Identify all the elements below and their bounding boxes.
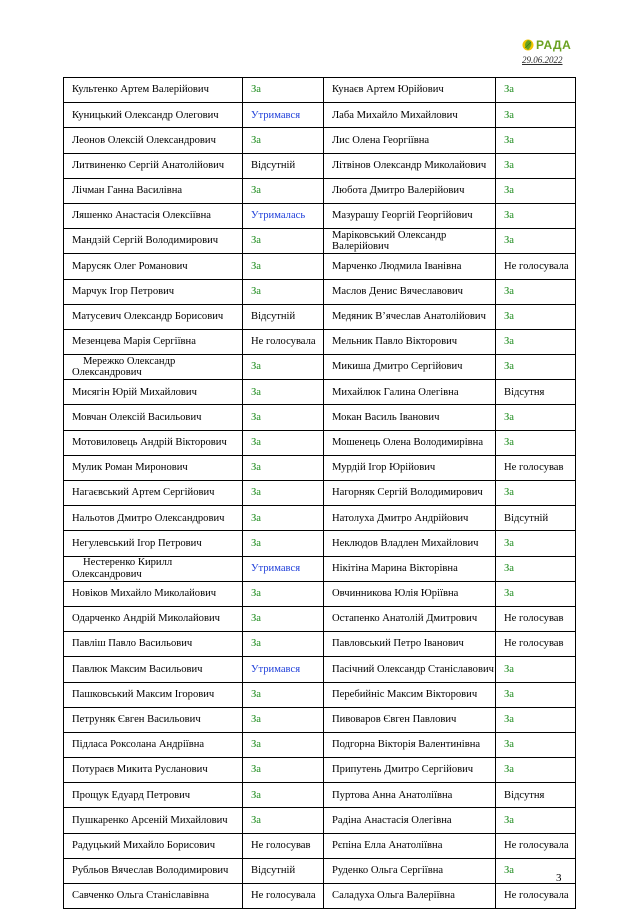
deputy-name-right: Пасічний Олександр Станіславович: [324, 657, 496, 682]
table-row: [64, 758, 576, 783]
table-row: [64, 78, 576, 103]
table-row: [64, 506, 576, 531]
vote-result-right: За: [496, 808, 576, 833]
vote-result-left: За: [243, 405, 324, 430]
table-row: [64, 732, 576, 757]
deputy-name-right: Мазурашу Георгій Георгійович: [324, 203, 496, 228]
table-row: [64, 254, 576, 279]
deputy-name-left: Радуцький Михайло Борисович: [64, 833, 243, 858]
vote-result-right: За: [496, 229, 576, 254]
vote-result-left: За: [243, 632, 324, 657]
vote-result-right: За: [496, 858, 576, 883]
vote-result-right: За: [496, 581, 576, 606]
vote-result-left: За: [243, 355, 324, 380]
deputy-name-right: Руденко Ольга Сергіївна: [324, 858, 496, 883]
deputy-name-left: Одарченко Андрій Миколайович: [64, 606, 243, 631]
vote-result-right: За: [496, 279, 576, 304]
deputy-name-left: Марусяк Олег Романович: [64, 254, 243, 279]
vote-result-left: За: [243, 606, 324, 631]
vote-result-right: За: [496, 128, 576, 153]
vote-result-left: Не голосував: [243, 833, 324, 858]
deputy-name-right: Нагорняк Сергій Володимирович: [324, 481, 496, 506]
deputy-name-left: Негулевський Ігор Петрович: [64, 531, 243, 556]
table-row: [64, 833, 576, 858]
vote-result-left: Утримався: [243, 556, 324, 581]
deputy-name-left: Лічман Ганна Василівна: [64, 178, 243, 203]
deputy-name-left: Мовчан Олексій Васильович: [64, 405, 243, 430]
deputy-name-right: Натолуха Дмитро Андрійович: [324, 506, 496, 531]
vote-result-right: За: [496, 103, 576, 128]
table-row: [64, 103, 576, 128]
vote-result-right: Не голосував: [496, 606, 576, 631]
vote-result-right: Не голосував: [496, 455, 576, 480]
vote-result-left: Не голосувала: [243, 884, 324, 909]
vote-result-left: За: [243, 506, 324, 531]
document-date: 29.06.2022: [522, 55, 563, 65]
deputy-name-left: Матусевич Олександр Борисович: [64, 304, 243, 329]
deputy-name-right: Остапенко Анатолій Дмитрович: [324, 606, 496, 631]
vote-result-right: Відсутня: [496, 783, 576, 808]
table-row: [64, 304, 576, 329]
deputy-name-right: Михайлюк Галина Олегівна: [324, 380, 496, 405]
vote-result-right: За: [496, 556, 576, 581]
vote-result-right: За: [496, 657, 576, 682]
table-row: [64, 455, 576, 480]
deputy-name-left: Культенко Артем Валерійович: [64, 78, 243, 103]
deputy-name-left: Потураєв Микита Русланович: [64, 758, 243, 783]
vote-result-right: Не голосувала: [496, 833, 576, 858]
vote-result-right: За: [496, 329, 576, 354]
table-row: [64, 581, 576, 606]
vote-result-left: За: [243, 78, 324, 103]
table-row: [64, 808, 576, 833]
deputy-name-right: Медяник В’ячеслав Анатолійович: [324, 304, 496, 329]
table-row: [64, 380, 576, 405]
vote-result-right: За: [496, 203, 576, 228]
votes-table: [63, 77, 576, 909]
table-row: [64, 178, 576, 203]
deputy-name-right: Мошенець Олена Володимирівна: [324, 430, 496, 455]
deputy-name-right: Мурдій Ігор Юрійович: [324, 455, 496, 480]
deputy-name-right: Павловський Петро Іванович: [324, 632, 496, 657]
deputy-name-left: Мандзій Сергій Володимирович: [64, 229, 243, 254]
page-number: 3: [556, 872, 562, 884]
deputy-name-right: Подгорна Вікторія Валентинівна: [324, 732, 496, 757]
vote-result-left: За: [243, 682, 324, 707]
deputy-name-left: Куницький Олександр Олегович: [64, 103, 243, 128]
deputy-name-left: Мережко Олександр Олександрович: [64, 355, 243, 380]
table-row: [64, 531, 576, 556]
vote-result-right: За: [496, 758, 576, 783]
logo-text: РАДА: [536, 38, 572, 52]
deputy-name-left: Рубльов Вячеслав Володимирович: [64, 858, 243, 883]
vote-result-left: За: [243, 581, 324, 606]
table-row: [64, 682, 576, 707]
table-row: [64, 405, 576, 430]
vote-result-right: За: [496, 531, 576, 556]
vote-result-left: Відсутній: [243, 858, 324, 883]
vote-result-left: За: [243, 758, 324, 783]
deputy-name-left: Марчук Ігор Петрович: [64, 279, 243, 304]
deputy-name-left: Прощук Едуард Петрович: [64, 783, 243, 808]
vote-result-right: За: [496, 707, 576, 732]
table-row: [64, 783, 576, 808]
vote-result-left: Відсутній: [243, 304, 324, 329]
table-row: [64, 153, 576, 178]
table-row: [64, 884, 576, 909]
table-row: [64, 657, 576, 682]
vote-result-left: Утримався: [243, 657, 324, 682]
vote-result-left: За: [243, 430, 324, 455]
deputy-name-left: Пушкаренко Арсеній Михайлович: [64, 808, 243, 833]
table-row: [64, 355, 576, 380]
vote-result-left: За: [243, 783, 324, 808]
vote-result-left: За: [243, 279, 324, 304]
deputy-name-right: Маріковський Олександр Валерійович: [324, 229, 496, 254]
table-row: [64, 606, 576, 631]
table-row: [64, 203, 576, 228]
deputy-name-right: Припутень Дмитро Сергійович: [324, 758, 496, 783]
deputy-name-left: Мисягін Юрій Михайлович: [64, 380, 243, 405]
vote-result-right: За: [496, 682, 576, 707]
vote-result-right: За: [496, 732, 576, 757]
table-row: [64, 556, 576, 581]
vote-result-right: Відсутня: [496, 380, 576, 405]
deputy-name-right: Пивоваров Євген Павлович: [324, 707, 496, 732]
vote-result-left: За: [243, 229, 324, 254]
deputy-name-left: Пашковський Максим Ігорович: [64, 682, 243, 707]
deputy-name-left: Леонов Олексій Олександрович: [64, 128, 243, 153]
deputy-name-left: Мулик Роман Миронович: [64, 455, 243, 480]
vote-result-left: За: [243, 455, 324, 480]
deputy-name-right: Нікітіна Марина Вікторівна: [324, 556, 496, 581]
deputy-name-left: Підласа Роксолана Андріївна: [64, 732, 243, 757]
table-row: [64, 279, 576, 304]
vote-result-left: За: [243, 707, 324, 732]
deputy-name-left: Нагаєвський Артем Сергійович: [64, 481, 243, 506]
vote-result-right: За: [496, 481, 576, 506]
vote-result-right: За: [496, 304, 576, 329]
deputy-name-right: Мельник Павло Вікторович: [324, 329, 496, 354]
deputy-name-left: Петруняк Євген Васильович: [64, 707, 243, 732]
vote-result-left: За: [243, 380, 324, 405]
deputy-name-right: Радіна Анастасія Олегівна: [324, 808, 496, 833]
vote-result-right: За: [496, 405, 576, 430]
deputy-name-left: Литвиненко Сергій Анатолійович: [64, 153, 243, 178]
deputy-name-right: Кунаєв Артем Юрійович: [324, 78, 496, 103]
vote-result-right: За: [496, 78, 576, 103]
deputy-name-left: Павліш Павло Васильович: [64, 632, 243, 657]
rada-leaf-icon: [522, 39, 534, 51]
table-row: [64, 229, 576, 254]
deputy-name-left: Ляшенко Анастасія Олексіївна: [64, 203, 243, 228]
deputy-name-right: Перебийніс Максим Вікторович: [324, 682, 496, 707]
vote-result-left: Не голосувала: [243, 329, 324, 354]
deputy-name-right: Лис Олена Георгіївна: [324, 128, 496, 153]
vote-result-left: За: [243, 481, 324, 506]
vote-result-right: За: [496, 153, 576, 178]
deputy-name-right: Овчинникова Юлія Юріївна: [324, 581, 496, 606]
table-row: [64, 858, 576, 883]
rada-logo: [522, 38, 571, 52]
table-row: [64, 707, 576, 732]
vote-result-right: За: [496, 355, 576, 380]
vote-result-right: За: [496, 430, 576, 455]
vote-result-right: За: [496, 178, 576, 203]
vote-result-left: За: [243, 254, 324, 279]
vote-result-left: За: [243, 531, 324, 556]
vote-result-left: Відсутній: [243, 153, 324, 178]
table-row: [64, 128, 576, 153]
deputy-name-left: Нальотов Дмитро Олександрович: [64, 506, 243, 531]
deputy-name-left: Новіков Михайло Миколайович: [64, 581, 243, 606]
deputy-name-left: Мотовиловець Андрій Вікторович: [64, 430, 243, 455]
table-row: [64, 632, 576, 657]
vote-result-left: За: [243, 128, 324, 153]
table-row: [64, 329, 576, 354]
table-row: [64, 430, 576, 455]
vote-result-right: Не голосувала: [496, 254, 576, 279]
deputy-name-right: Рєпіна Елла Анатоліївна: [324, 833, 496, 858]
vote-result-left: Утрималась: [243, 203, 324, 228]
deputy-name-right: Мокан Василь Іванович: [324, 405, 496, 430]
deputy-name-right: Лаба Михайло Михайлович: [324, 103, 496, 128]
vote-result-right: Не голосував: [496, 632, 576, 657]
deputy-name-left: Мезенцева Марія Сергіївна: [64, 329, 243, 354]
deputy-name-right: Марченко Людмила Іванівна: [324, 254, 496, 279]
vote-result-left: За: [243, 808, 324, 833]
vote-result-left: За: [243, 178, 324, 203]
deputy-name-right: Літвінов Олександр Миколайович: [324, 153, 496, 178]
vote-result-right: Відсутній: [496, 506, 576, 531]
table-row: [64, 481, 576, 506]
deputy-name-right: Пуртова Анна Анатоліївна: [324, 783, 496, 808]
deputy-name-left: Нестеренко Кирилл Олександрович: [64, 556, 243, 581]
deputy-name-left: Савченко Ольга Станіславівна: [64, 884, 243, 909]
vote-result-left: Утримався: [243, 103, 324, 128]
vote-result-left: За: [243, 732, 324, 757]
deputy-name-right: Любота Дмитро Валерійович: [324, 178, 496, 203]
deputy-name-right: Маслов Денис Вячеславович: [324, 279, 496, 304]
deputy-name-right: Неклюдов Владлен Михайлович: [324, 531, 496, 556]
deputy-name-right: Микиша Дмитро Сергійович: [324, 355, 496, 380]
deputy-name-right: Саладуха Ольга Валеріївна: [324, 884, 496, 909]
deputy-name-left: Павлюк Максим Васильович: [64, 657, 243, 682]
vote-result-right: Не голосувала: [496, 884, 576, 909]
